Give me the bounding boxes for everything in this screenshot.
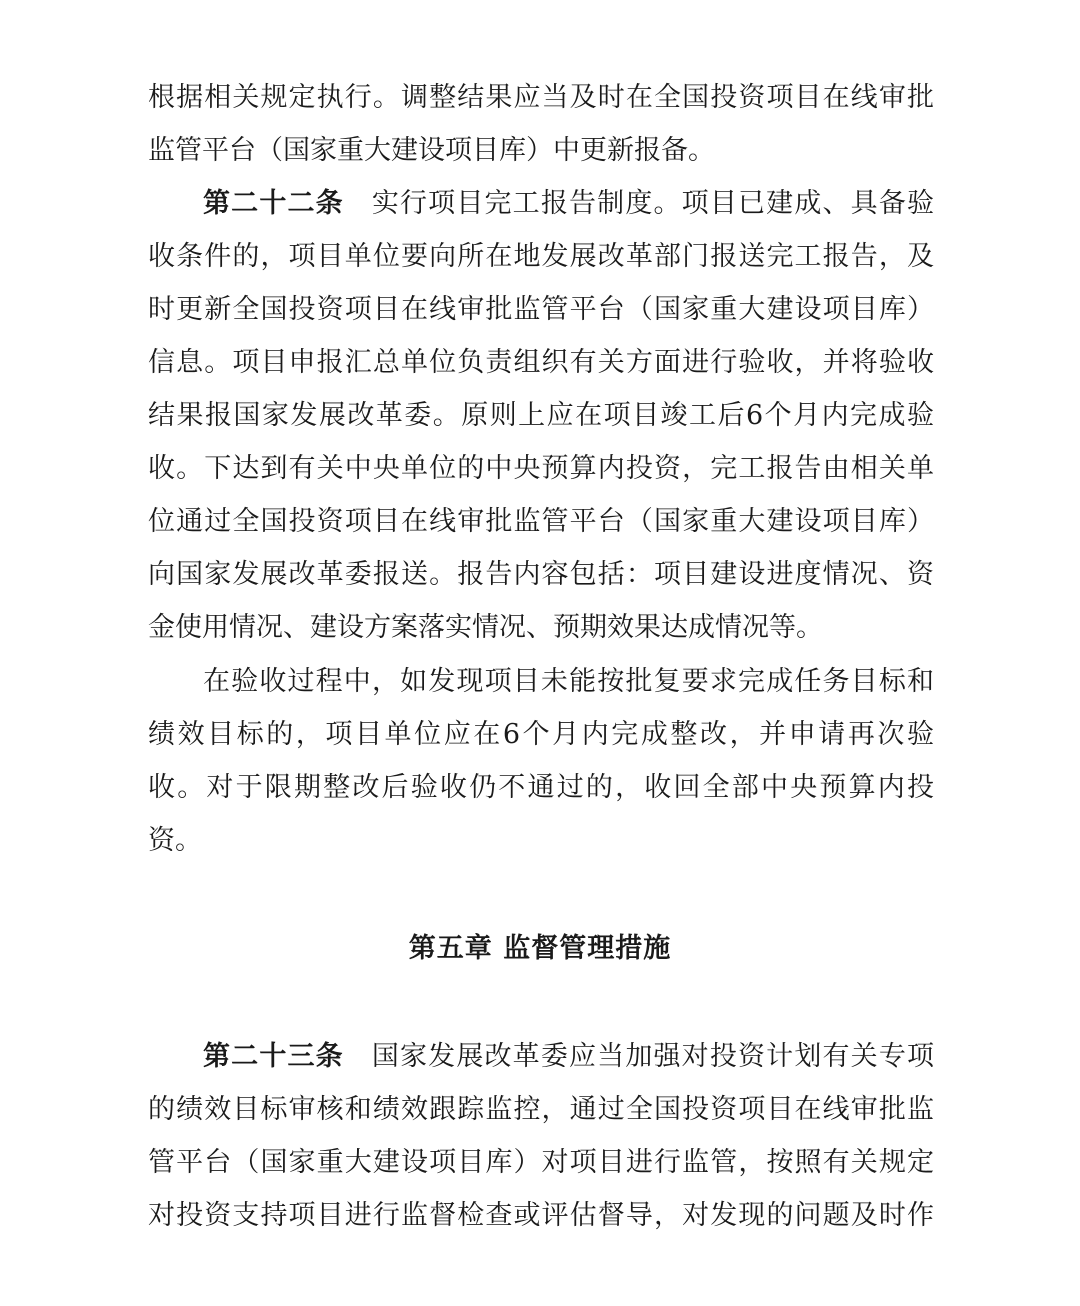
text-line: 监管平台（国家重大建设项目库）中更新报备。: [148, 135, 715, 166]
chapter-heading: 第五章 监督管理措施: [408, 933, 672, 964]
text-line: 绩效目标的，项目单位应在6个月内完成整改，并申请再次验: [148, 719, 934, 750]
article-22-first-line: [203, 184, 934, 224]
article-number: 第二十三条: [203, 1041, 344, 1072]
text-line: 位通过全国投资项目在线审批监管平台（国家重大建设项目库）: [148, 506, 934, 537]
text-line: 实行项目完工报告制度。项目已建成、具备验: [371, 188, 934, 219]
article-number: 第二十二条: [203, 188, 344, 219]
text-line: 的绩效目标审核和绩效跟踪监控，通过全国投资项目在线审批监: [148, 1094, 934, 1125]
text-line: 收。下达到有关中央单位的中央预算内投资，完工报告由相关单: [148, 453, 934, 484]
text-line: 对投资支持项目进行监督检查或评估督导，对发现的问题及时作: [148, 1200, 934, 1231]
text-line: 结果报国家发展改革委。原则上应在项目竣工后6个月内完成验: [148, 400, 934, 431]
text-line: 收条件的，项目单位要向所在地发展改革部门报送完工报告，及: [148, 241, 934, 272]
text-line: 国家发展改革委应当加强对投资计划有关专项: [371, 1041, 934, 1072]
text-line: 在验收过程中，如发现项目未能按批复要求完成任务目标和: [203, 666, 934, 697]
text-line: 资。: [148, 825, 202, 856]
text-line: 收。对于限期整改后验收仍不通过的，收回全部中央预算内投: [148, 772, 934, 803]
text-line: 金使用情况、建设方案落实情况、预期效果达成情况等。: [148, 612, 823, 643]
text-line: 向国家发展改革委报送。报告内容包括：项目建设进度情况、资: [148, 559, 934, 590]
text-line: 信息。项目申报汇总单位负责组织有关方面进行验收，并将验收: [148, 347, 934, 378]
text-line: 管平台（国家重大建设项目库）对项目进行监管，按照有关规定: [148, 1147, 934, 1178]
text-line: 根据相关规定执行。调整结果应当及时在全国投资项目在线审批: [148, 82, 934, 113]
article-23-first-line: [203, 1037, 934, 1077]
text-line: 时更新全国投资项目在线审批监管平台（国家重大建设项目库）: [148, 294, 934, 325]
